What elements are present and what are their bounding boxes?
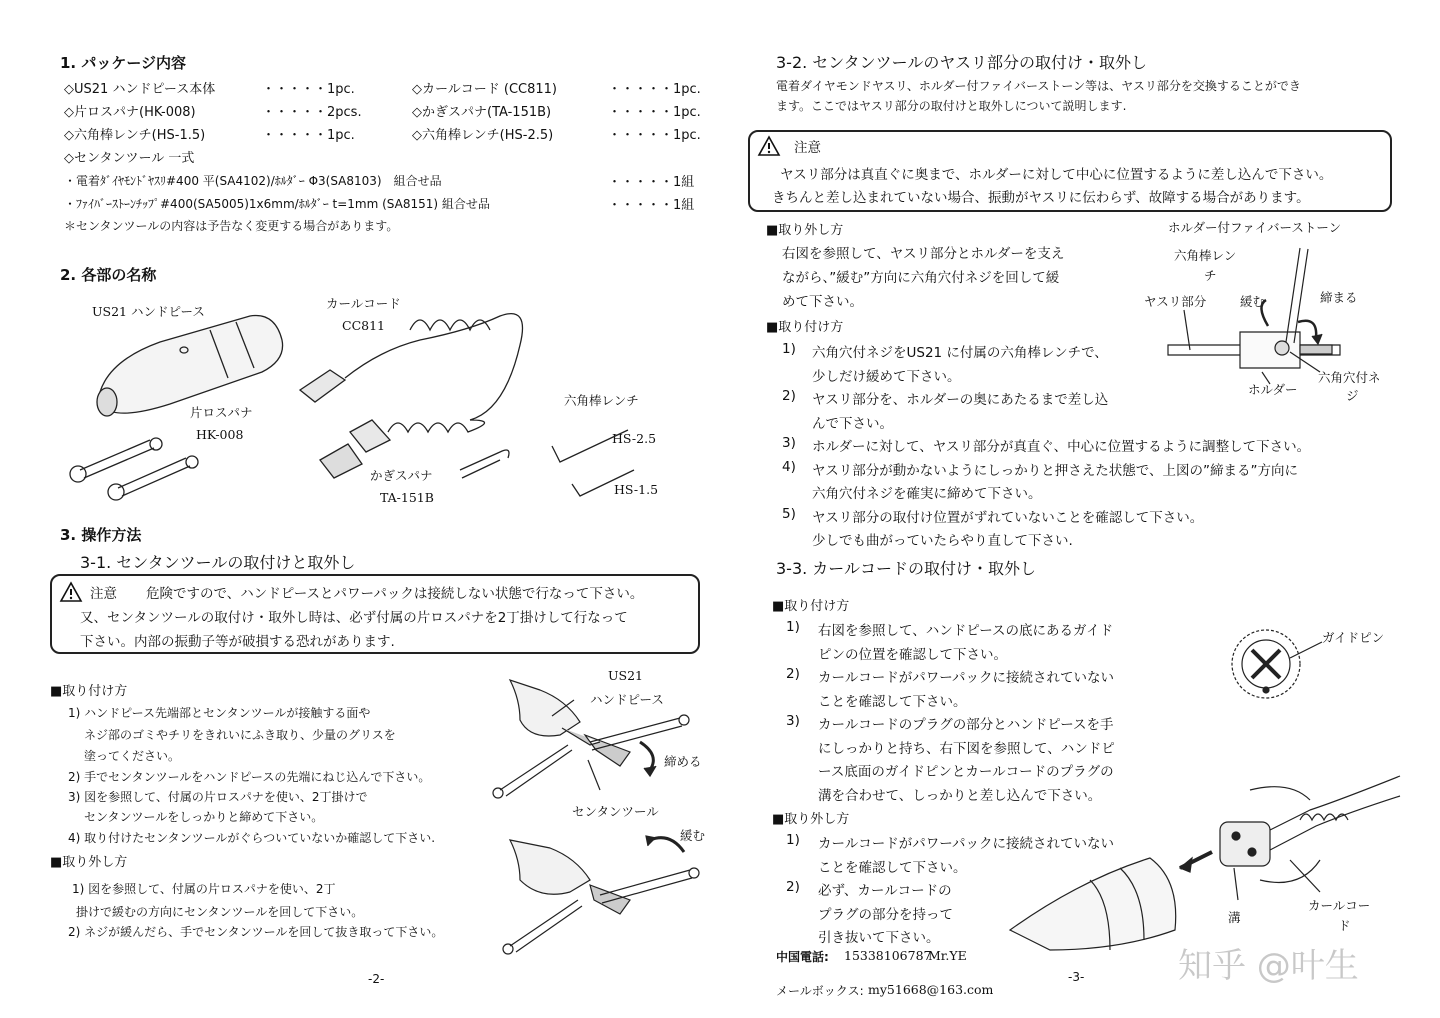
list-number: 2) <box>782 388 796 404</box>
list-text: ヤスリ部分の取付け位置がずれていないことを確認して下さい。 <box>812 509 1204 526</box>
attach-line: 4) 取り付けたセンタンツールがぐらついていないか確認して下さい. <box>68 831 436 845</box>
remove-line: 2) ネジが緩んだら、手でセンタンツールを回して抜き取って下さい。 <box>68 925 444 939</box>
pkg-sub-item: ・ﾌｧｲﾊﾞｰｽﾄｰﾝﾁｯﾌﾟ#400(SA5005)1x6mm/ﾎﾙﾀﾞｰ t=1mm (SA8151) 組合せ品 <box>64 197 490 211</box>
fig-center-tool-label: センタンツール <box>572 804 659 819</box>
pkg-qty: ・・・・・1pc. <box>608 128 701 143</box>
remove2-heading: ■取り外し方 <box>772 812 850 827</box>
label-cord-code: CC811 <box>342 318 385 333</box>
list-text: カールコードがパワーパックに接続されていない <box>818 670 1115 686</box>
pkg-qty: ・・・・・1組 <box>608 175 695 190</box>
pkg-item: ◇かぎスパナ(TA-151B) <box>412 105 552 120</box>
label-spanner: 片ロスパナ <box>190 405 253 420</box>
pkg-item: ◇US21 ハンドピース本体 <box>64 82 216 97</box>
caution-box-right <box>748 130 1392 212</box>
attach-line: 塗ってください。 <box>84 749 181 763</box>
list-text: 少しでも曲がっていたらやり直して下さい. <box>812 533 1073 549</box>
section-3-title: 3. 操作方法 <box>60 526 142 544</box>
page-number-left: -2- <box>368 972 385 986</box>
list-text: ヤスリ部分が動かないようにしっかりと押さえた状態で、上図の”締まる”方向に <box>812 462 1298 479</box>
list-text: 六角穴付ネジを確実に締めて下さい。 <box>812 486 1042 502</box>
remove-line: 1) 図を参照して、付属の片ロスパナを使い、2丁 <box>72 882 336 896</box>
pkg-qty: ・・・・・1pc. <box>262 82 355 97</box>
pkg-qty: ・・・・・1組 <box>608 198 695 213</box>
section-3-1-title: 3-1. センタンツールの取付けと取外し <box>80 553 356 572</box>
list-text: んで下さい。 <box>812 415 893 432</box>
guide-pin-label: ガイドピン <box>1322 630 1385 645</box>
section-3-2-title: 3-2. センタンツールのヤスリ部分の取付け・取外し <box>776 53 1148 72</box>
fig-us21-label: US21 <box>608 668 644 683</box>
section-1-title: 1. パッケージ内容 <box>60 54 187 72</box>
pkg-item: ◇六角棒レンチ(HS-2.5) <box>412 128 554 143</box>
list-number: 1) <box>786 619 800 635</box>
list-text: 少しだけ緩めて下さい。 <box>812 368 961 385</box>
list-text: 右図を参照して、ハンドピースの底にあるガイド <box>818 623 1114 639</box>
label-spanner-code: HK-008 <box>196 427 244 442</box>
intro-line: 電着ダイヤモンドヤスリ、ホルダー付ファイバーストーン等は、ヤスリ部分を交換することができ <box>776 79 1301 93</box>
attach-heading: ■取り付け方 <box>50 684 128 699</box>
pkg-item: ◇カールコード (CC811) <box>412 82 557 97</box>
list-text: カールコードがパワーパックに接続されていない <box>818 836 1115 852</box>
label-hex-wrench: 六角棒レンチ <box>564 393 639 408</box>
list-text: 必ず、カールコードの <box>818 883 952 899</box>
list-number: 3) <box>782 435 796 451</box>
intro-line: ます。ここではヤスリ部分の取付けと取外しについて説明します. <box>776 99 1127 113</box>
attach2-heading: ■取り付け方 <box>772 599 850 614</box>
contact-name: Mr.YE <box>928 948 967 963</box>
list-text: ース底面のガイドピンとカールコードのプラグの <box>818 764 1114 780</box>
attach-heading: ■取り付け方 <box>766 320 844 335</box>
fig-tighten-label: 締まる <box>1320 290 1358 305</box>
pkg-sub-item: ・電着ﾀﾞｲﾔﾓﾝﾄﾞﾔｽﾘ#400 平(SA4102)/ﾎﾙﾀﾞｰ Φ3(SA8103) 組合せ品 <box>64 174 442 188</box>
list-number: 1) <box>786 832 800 848</box>
list-number: 3) <box>786 713 800 729</box>
pkg-item: ◇六角棒レンチ(HS-1.5) <box>64 128 206 143</box>
list-number: 2) <box>786 879 800 895</box>
caution-line: 下さい。内部の振動子等が破損する恐れがあります. <box>80 634 395 650</box>
phone-label: 中国電話: <box>776 950 829 964</box>
remove-line: ながら、”緩む”方向に六角穴付ネジを回して緩 <box>782 270 1060 286</box>
caution-box <box>50 574 700 654</box>
list-text: ピンの位置を確認して下さい。 <box>818 646 1007 663</box>
list-text: ホルダーに対して、ヤスリ部分が真直ぐ、中心に位置するように調整して下さい。 <box>812 439 1311 455</box>
warning-icon <box>60 582 82 602</box>
pkg-qty: ・・・・・2pcs. <box>262 105 362 120</box>
label-hook-spanner: かぎスパナ <box>370 468 433 483</box>
fig-loosen-label: 緩む <box>680 828 706 843</box>
remove-heading: ■取り外し方 <box>766 223 844 238</box>
list-text: 溝を合わせて、しっかりと差し込んで下さい。 <box>818 787 1102 804</box>
page-number-right: -3- <box>1068 970 1085 984</box>
fig-holder-label: ホルダー <box>1248 382 1298 397</box>
fig-loosen-label: 緩む <box>1240 294 1266 309</box>
fig-handpiece-label: ハンドピース <box>590 692 664 707</box>
curl-cord-figure <box>0 0 1 1</box>
list-number: 5) <box>782 505 796 522</box>
list-text: にしっかりと持ち、右下図を参照して、ハンドピ <box>818 740 1115 757</box>
fig-screw-label-2: ジ <box>1346 388 1359 403</box>
fig-hex-label-2: チ <box>1204 268 1217 283</box>
caution-line: 危険ですので、ハンドピースとパワーパックは接続しない状態で行なって下さい。 <box>146 586 644 602</box>
warning-icon <box>758 136 780 156</box>
attach-line: 1) ハンドピース先端部とセンタンツールが接触する面や <box>68 706 371 720</box>
mail-label: メールボックス: <box>776 984 864 998</box>
fig-screw-label: 六角穴付ネ <box>1318 370 1381 385</box>
caution-label: 注意 <box>794 140 821 156</box>
pkg-qty: ・・・・・1pc. <box>262 128 355 143</box>
cord-label: カールコー <box>1308 898 1371 913</box>
pkg-item: ◇片ロスパナ(HK-008) <box>64 105 196 120</box>
section-2-title: 2. 各部の名称 <box>60 266 157 284</box>
caution-line: きちんと差し込まれていない場合、振動がヤスリに伝わらず、故障する場合があります。 <box>772 190 1310 206</box>
list-number: 1) <box>782 341 796 357</box>
mail-address[interactable]: my51668@163.com <box>868 982 994 997</box>
remove-line: めて下さい。 <box>782 294 863 310</box>
remove-line: 掛けで緩むの方向にセンタンツールを回して下さい。 <box>76 905 364 919</box>
watermark: 知乎 @叶生 <box>1178 946 1359 986</box>
attach-line: 2) 手でセンタンツールをハンドピースの先端にねじ込んで下さい。 <box>68 770 431 784</box>
attach-line: センタンツールをしっかりと締めて下さい。 <box>84 810 324 824</box>
section-3-3-title: 3-3. カールコードの取付け・取外し <box>776 559 1036 578</box>
phone-number: 15338106787 <box>844 948 932 963</box>
list-text: 引き抜いて下さい。 <box>818 930 940 946</box>
fig-file-label: ヤスリ部分 <box>1144 294 1207 309</box>
remove-line: 右図を参照して、ヤスリ部分とホルダーを支え <box>782 246 1065 262</box>
pkg-note: ＊センタンツールの内容は予告なく変更する場合があります。 <box>64 219 399 233</box>
label-hs15: HS-1.5 <box>614 482 659 497</box>
pkg-qty: ・・・・・1pc. <box>608 105 701 120</box>
label-cord: カールコード <box>326 296 401 311</box>
list-text: プラグの部分を持って <box>818 906 953 923</box>
list-text: ことを確認して下さい。 <box>818 859 967 876</box>
label-handpiece: US21 ハンドピース <box>92 304 205 319</box>
attach-line: 3) 図を参照して、付属の片ロスパナを使い、2丁掛けで <box>68 790 368 804</box>
groove-label: 溝 <box>1228 910 1241 925</box>
fig-hex-label: 六角棒レン <box>1174 248 1237 263</box>
caution-line: ヤスリ部分は真直ぐに奥まで、ホルダーに対して中心に位置するように差し込んで下さい。 <box>780 167 1333 183</box>
list-text: ヤスリ部分を、ホルダーの奥にあたるまで差し込 <box>812 392 1109 408</box>
attach-line: ネジ部のゴミやチリをきれいにふき取り、少量のグリスを <box>84 728 396 742</box>
remove-heading: ■取り外し方 <box>50 855 128 870</box>
label-hook-spanner-code: TA-151B <box>380 490 434 505</box>
label-hs25: HS-2.5 <box>612 431 657 446</box>
pkg-qty: ・・・・・1pc. <box>608 82 701 97</box>
list-number: 2) <box>786 666 800 682</box>
pkg-item: ◇センタンツール 一式 <box>64 151 195 166</box>
list-number: 4) <box>782 458 796 475</box>
caution-line: 又、センタンツールの取付け・取外し時は、必ず付属の片ロスパナを2丁掛けして行なって <box>80 610 628 626</box>
list-text: ことを確認して下さい。 <box>818 693 967 710</box>
fig-tighten-label: 締める <box>664 754 702 769</box>
fig-title: ホルダー付ファイバーストーン <box>1168 220 1342 235</box>
cord-label-2: ド <box>1338 918 1351 933</box>
list-text: 六角穴付ネジをUS21 に付属の六角棒レンチで、 <box>812 345 1108 361</box>
list-text: カールコードのプラグの部分とハンドピースを手 <box>818 717 1114 733</box>
caution-label: 注意 <box>90 586 117 602</box>
